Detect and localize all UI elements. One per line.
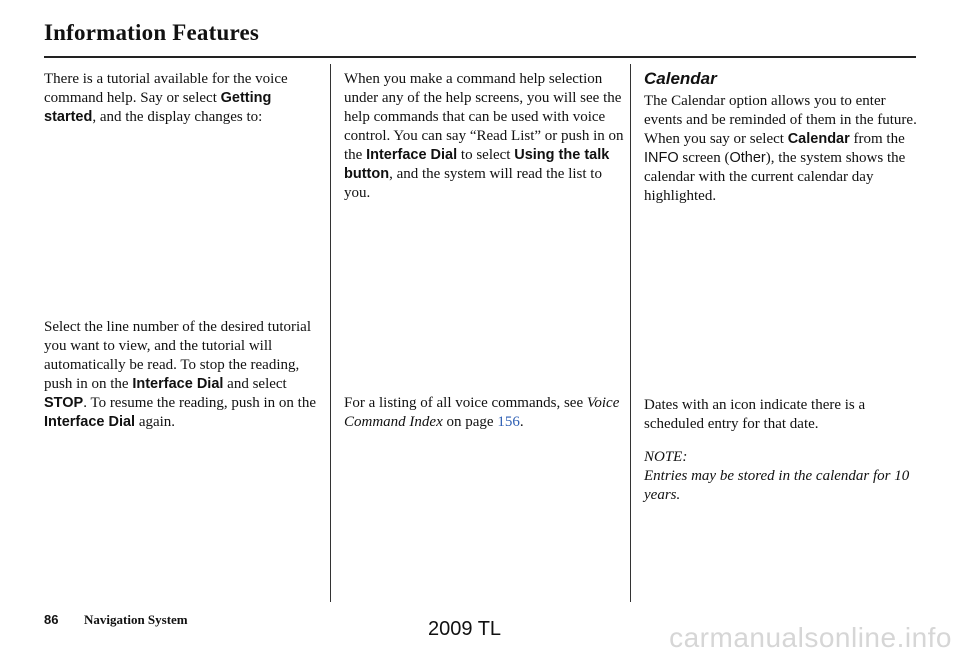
command-help-paragraph: When you make a command help selection under any of the help screens, you will see the help commands that can be used with voice control. You can say “Read List” or push in on the Interface Dial to select Using the talk button, and the system will read the list to you. [344,71,624,201]
column-divider-2 [630,64,631,602]
other-keyword: Other [729,150,766,166]
calendar-paragraph: The Calendar option allows you to enter events and be reminded of them in the future. When you say or select Calendar from the INFO screen (Other), the system shows the calendar with the current calendar day highlighted. [644,93,917,204]
interface-dial-keyword: Interface Dial [44,414,136,430]
interface-dial-keyword: Interface Dial [132,376,224,392]
column-divider-1 [330,64,331,602]
using-talk-button-keyword: Using the talk button [344,147,610,182]
calendar-icon-paragraph: Dates with an icon indicate there is a scheduled entry for that date. [644,397,866,432]
page-156-link[interactable]: 156 [497,414,520,430]
voice-command-index-paragraph: For a listing of all voice commands, see Voice Command Index on page 156. [344,395,620,430]
note-text: Entries may be stored in the calendar for 10 years. [644,468,910,503]
tutorial-select-paragraph: Select the line number of the desired tutorial you want to view, and the tutorial will automatically be read. To stop the reading, push in on the Interface Dial and select STOP. To resume the reading, push in on the Interface Dial again. [44,319,317,430]
stop-keyword: STOP [44,395,84,411]
info-keyword: INFO [644,150,679,166]
page-number: 86 [44,612,59,627]
voice-command-index-ref: Voice Command Index [344,395,620,430]
note-label: NOTE: [644,449,688,465]
calendar-keyword: Calendar [787,131,850,147]
interface-dial-keyword: Interface Dial [366,147,458,163]
tutorial-paragraph: There is a tutorial available for the voice command help. Say or select Getting started, and the display changes to: [44,71,288,125]
getting-started-keyword: Getting started [44,90,272,125]
calendar-heading: Calendar [644,69,717,88]
model-watermark: 2009 TL [428,618,502,640]
title-divider [44,56,916,58]
footer-label: Navigation System [84,612,188,627]
site-watermark: carmanualsonline.info [669,622,952,653]
page-title: Information Features [44,20,260,45]
